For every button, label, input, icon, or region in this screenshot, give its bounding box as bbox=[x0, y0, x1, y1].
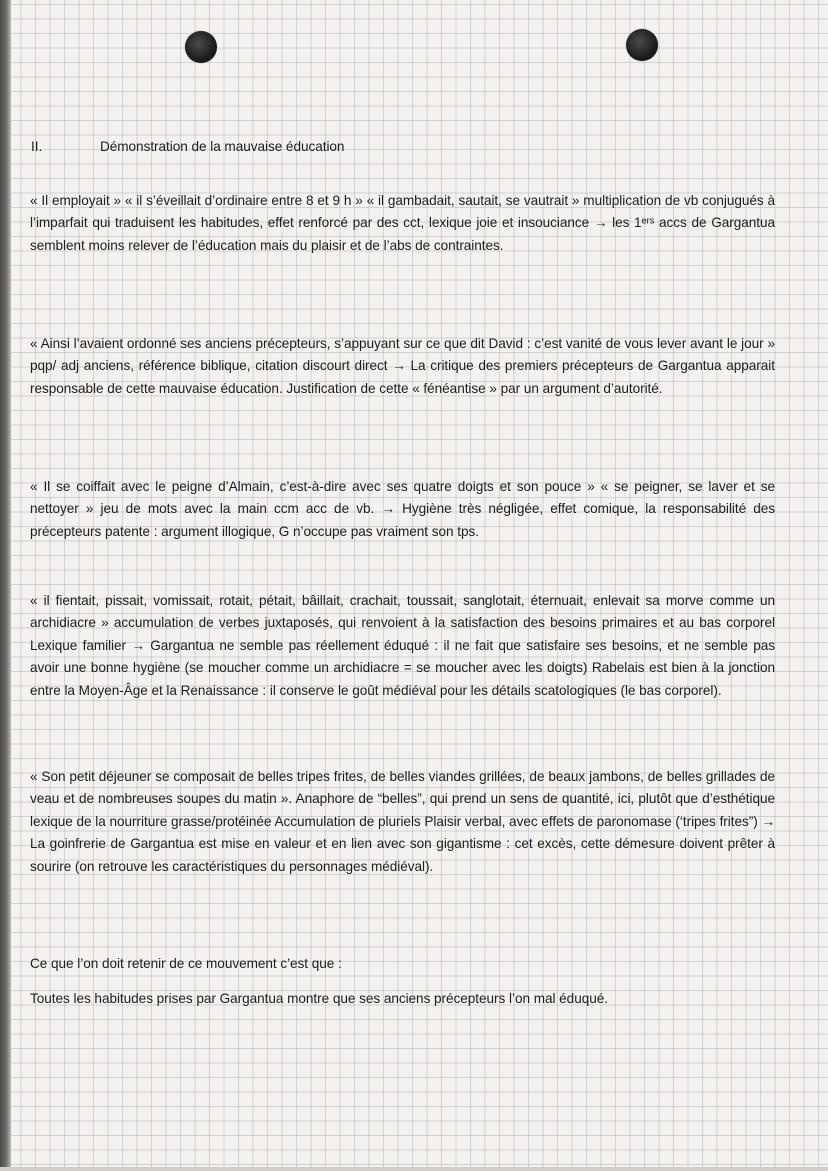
section-number: II. bbox=[31, 139, 43, 154]
paragraph-habits: « Il employait » « il s’éveillait d’ordinaire entre 8 et 9 h » « il gambadait, sautait, se vautrait » multiplication de vb conjugués à l’imparfait qui traduisent les habitudes, effet renforcé par des cct, lexique joie et insouciance → les 1ᵉʳˢ accs de Gargantua semblent moins relever de l’éducation mais du plaisir et de l’abs de contraintes. bbox=[30, 193, 775, 253]
section-title: Démonstration de la mauvaise éducation bbox=[100, 139, 345, 154]
conclusion-intro: Ce que l’on doit retenir de ce mouvement c’est que : bbox=[30, 956, 342, 971]
paragraph-preceptors: « Ainsi l’avaient ordonné ses anciens précepteurs, s’appuyant sur ce que dit David : c’est vanité de vous lever avant le jour » pqp/ adj anciens, référence biblique, citation discourt direct → La critique des premiers précepteurs de Gargantua apparait responsable de cette mauvaise éducation. Justification de cette « fénéantise » par un argument d’autorité. bbox=[30, 336, 775, 396]
paragraph-hygiene: « Il se coiffait avec le peigne d’Almain, c’est-à-dire avec ses quatre doigts et son pouce » « se peigner, se laver et se nettoyer » jeu de mots avec la main ccm acc de vb. → Hygiène très négligée, effet comique, la responsabilité des précepteurs patente : argument illogique, G n’occupe pas vraiment son tps. bbox=[30, 479, 775, 539]
paragraph-bodily-needs: « il fientait, pissait, vomissait, rotait, pétait, bâillait, crachait, toussait, sanglotait, éternuait, enlevait sa morve comme un archidiacre » accumulation de verbes juxtaposés, qui renvoient à la satisfaction des besoins primaires et au bas corporel Lexique familier → Gargantua ne semble pas réellement éduqué : il ne fait que satisfaire ses besoins, et ne semble pas avoir une bonne hygiène (se moucher comme un archidiacre = se moucher avec les doigts) Rabelais est bien à la jonction entre la Moyen-Âge et la Renaissance : il conserve le goût médiéval pour les détails scatologiques (le bas corporel). bbox=[30, 593, 775, 698]
conclusion-statement: Toutes les habitudes prises par Gargantua montre que ses anciens précepteurs l’on mal éduqué. bbox=[30, 991, 608, 1006]
paragraph-breakfast: « Son petit déjeuner se composait de belles tripes frites, de belles viandes grillées, de beaux jambons, de belles grillades de veau et de nombreuses soupes du matin ». Anaphore de “belles”, qui prend un sens de quantité, ici, plutôt que d’esthétique lexique de la nourriture grasse/protéinée Accumulation de pluriels Plaisir verbal, avec effets de paronomase (‘tripes frites”) → La goinfrerie de Gargantua est mise en valeur et en lien avec son gigantisme : cet excès, cette démesure doivent prêter à sourire (on retrouve les caractéristiques du personnages médiéval). bbox=[30, 769, 775, 874]
